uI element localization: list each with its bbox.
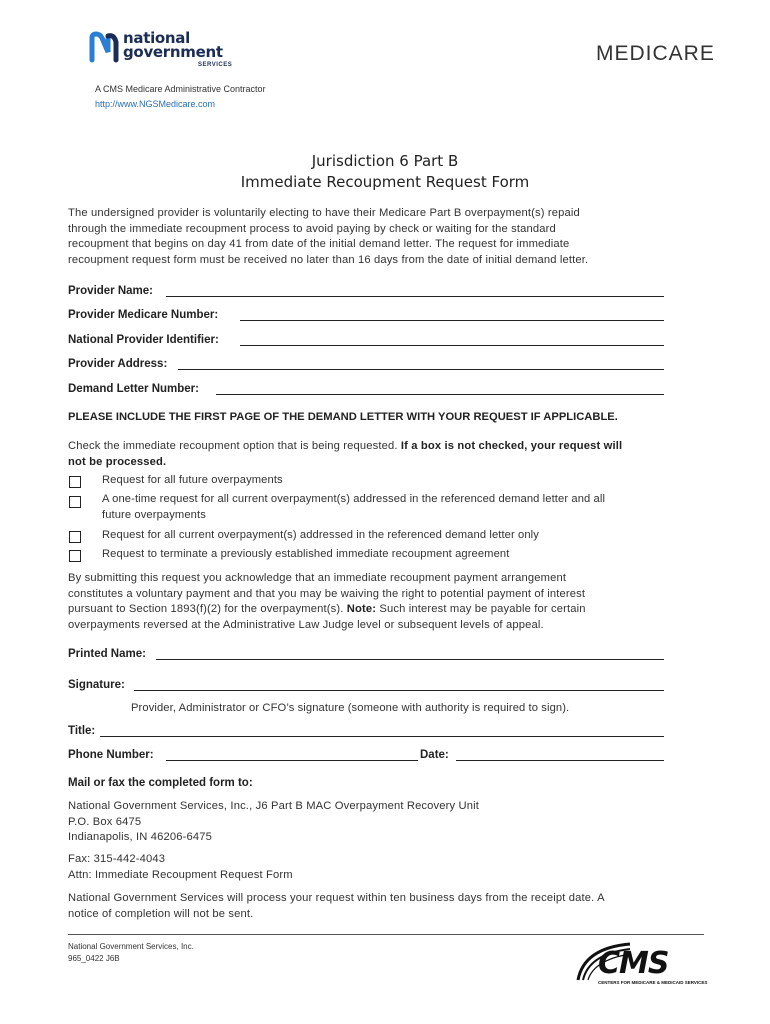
option-current-checkbox[interactable]	[69, 531, 81, 543]
title-field[interactable]	[100, 736, 664, 737]
option-onetime-checkbox[interactable]	[69, 496, 81, 508]
check-instructions	[68, 439, 728, 470]
provider-name-label: Provider Name:	[68, 285, 154, 297]
fax-info	[68, 852, 728, 883]
provider-address-field[interactable]	[178, 369, 664, 370]
ack-line: overpayments reversed at the Administrative Law Judge level or subsequent levels of appeal.	[68, 618, 544, 631]
logo-line1: national	[123, 29, 190, 47]
signature-field[interactable]	[134, 690, 664, 691]
process-line: notice of completion will not be sent.	[68, 907, 254, 920]
ack-line: pursuant to Section 1893(f)(2) for the overpayment(s).	[68, 603, 344, 615]
printed-name-field[interactable]	[156, 659, 664, 660]
option-current-label: Request for all current overpayment(s) addressed in the referenced demand letter only	[102, 529, 539, 541]
option-future-label: Request for all future overpayments	[102, 474, 283, 486]
npi-label: National Provider Identifier:	[68, 334, 219, 346]
option-terminate-label: Request to terminate a previously established immediate recoupment agreement	[102, 548, 510, 560]
option-terminate-checkbox[interactable]	[69, 550, 81, 562]
printed-name-label: Printed Name:	[68, 648, 146, 660]
medicare-heading: MEDICARE	[596, 42, 715, 65]
attn-line: Attn: Immediate Recoupment Request Form	[68, 868, 293, 881]
intro-line: The undersigned provider is voluntarily electing to have their Medicare Part B overpayment(s) repaid	[68, 207, 580, 219]
fax-line: Fax: 315-442-4043	[68, 853, 166, 865]
signature-note: Provider, Administrator or CFO’s signature (someone with authority is required to sign).	[131, 702, 570, 714]
check-text: Check the immediate recoupment option that is being requested.	[68, 440, 398, 452]
logo-line3: SERVICES	[198, 62, 233, 68]
cms-logo-subtitle: CENTERS FOR MEDICARE & MEDICAID SERVICES	[598, 980, 708, 985]
process-line: National Government Services will process your request within ten business days from the receipt date. A	[68, 892, 605, 904]
mail-heading: Mail or fax the completed form to:	[68, 777, 253, 789]
intro-line: through the immediate recoupment process to avoid paying by check or waiting for the standard	[68, 222, 556, 235]
address-line: National Government Services, Inc., J6 Part B MAC Overpayment Recovery Unit	[68, 800, 480, 812]
cms-logo-text: CMS	[598, 946, 669, 981]
intro-paragraph	[68, 206, 728, 268]
ack-line: constitutes a voluntary payment and that you may be waiving the right to potential payment of interest	[68, 587, 586, 600]
demand-letter-label: Demand Letter Number:	[68, 383, 199, 395]
cms-logo	[574, 940, 706, 988]
npi-field[interactable]	[240, 345, 664, 346]
footer-divider	[68, 934, 704, 935]
phone-label: Phone Number:	[68, 749, 154, 761]
intro-line: recoupment that begins on day 41 from date of the initial demand letter. The request for immediate	[68, 238, 570, 250]
address-line: Indianapolis, IN 46206-6475	[68, 831, 212, 843]
medicare-number-label: Provider Medicare Number:	[68, 309, 219, 321]
please-include-notice: PLEASE INCLUDE THE FIRST PAGE OF THE DEMAND LETTER WITH YOUR REQUEST IF APPLICABLE.	[68, 411, 618, 423]
acknowledgement-paragraph	[68, 571, 733, 633]
provider-name-field[interactable]	[166, 296, 664, 297]
demand-letter-field[interactable]	[216, 394, 664, 395]
process-notice	[68, 891, 733, 922]
date-label: Date:	[420, 749, 449, 761]
intro-line: recoupment request form must be received no later than 16 days from the date of initial demand letter.	[68, 253, 589, 266]
option-future-checkbox[interactable]	[69, 476, 81, 488]
date-field[interactable]	[456, 760, 664, 761]
footer-org: National Government Services, Inc.	[68, 942, 194, 951]
medicare-number-field[interactable]	[240, 320, 664, 321]
signature-label: Signature:	[68, 679, 125, 691]
logo-line2: government	[123, 43, 223, 61]
ngs-logo-icon	[86, 30, 120, 66]
form-title-line1: Jurisdiction 6 Part B	[311, 152, 459, 170]
ack-line: Such interest may be payable for certain	[379, 603, 586, 615]
title-label: Title:	[68, 725, 96, 737]
check-warning-cont: not be processed.	[68, 455, 167, 468]
ngs-url-link[interactable]: http://www.NGSMedicare.com	[95, 99, 216, 109]
address-line: P.O. Box 6475	[68, 815, 142, 828]
ack-note: Note:	[346, 603, 377, 615]
ack-line: By submitting this request you acknowledge that an immediate recoupment payment arrangement	[68, 572, 567, 584]
footer-code: 965_0422 J6B	[68, 954, 120, 963]
phone-field[interactable]	[166, 760, 418, 761]
contractor-text: A CMS Medicare Administrative Contractor	[95, 84, 266, 94]
form-title-line2: Immediate Recoupment Request Form	[240, 173, 530, 191]
provider-address-label: Provider Address:	[68, 358, 168, 370]
option-onetime-label-cont: future overpayments	[102, 509, 206, 521]
option-onetime-label: A one-time request for all current overpayment(s) addressed in the referenced demand letter and all	[102, 493, 606, 505]
ngs-logo	[86, 28, 236, 74]
check-warning: If a box is not checked, your request will	[400, 440, 623, 452]
mail-address	[68, 799, 728, 846]
